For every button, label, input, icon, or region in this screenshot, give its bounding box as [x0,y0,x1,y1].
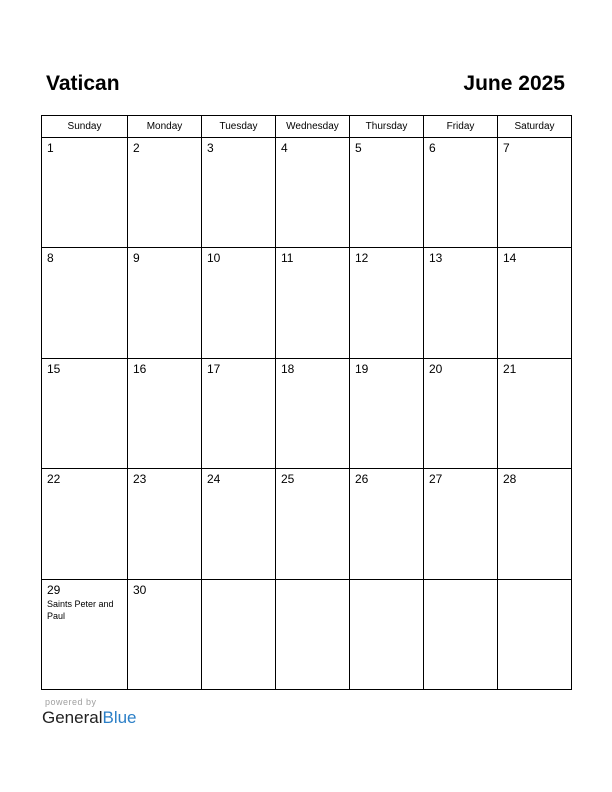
week-row [42,248,572,358]
day-cell-empty [276,579,350,689]
day-cell [498,248,572,358]
day-number: 2 [133,141,140,155]
day-number: 6 [429,141,436,155]
day-number: 5 [355,141,362,155]
day-cell [424,248,498,358]
day-cell-empty [498,579,572,689]
day-cell [128,579,202,689]
day-number: 3 [207,141,214,155]
day-number: 23 [133,472,147,487]
day-cell [424,138,498,248]
day-number: 7 [503,141,510,155]
day-number: 30 [133,582,147,597]
day-cell [128,138,202,248]
day-cell [128,358,202,468]
powered-by-label: powered by [45,697,97,707]
day-cell [276,358,350,468]
weekday-header-row [42,116,572,138]
day-number [350,580,423,583]
day-cell [202,138,276,248]
day-cell [42,579,128,689]
day-cell [498,469,572,579]
weekday-header: Tuesday [202,116,276,138]
day-cell [42,358,128,468]
weekday-header: Thursday [350,116,424,138]
day-number: 15 [47,361,61,376]
day-number: 22 [47,472,61,487]
week-row [42,138,572,248]
day-number: 28 [503,472,517,487]
brand-blue-text: Blue [102,708,137,727]
day-number: 26 [355,472,369,487]
month-year-title: June 2025 [463,72,565,95]
day-number: 29 [47,582,61,597]
day-cell [350,358,424,468]
day-number: 4 [281,141,288,155]
day-number [424,580,497,583]
day-number: 10 [207,251,221,266]
day-cell [42,469,128,579]
day-cell [128,248,202,358]
week-row [42,358,572,468]
weekday-header: Monday [128,116,202,138]
day-cell [42,138,128,248]
country-title: Vatican [46,72,120,95]
day-cell [276,248,350,358]
day-cell-empty [202,579,276,689]
day-cell [350,469,424,579]
day-number: 12 [355,251,369,266]
day-cell [42,248,128,358]
holiday-label: Saints Peter and Paul [47,598,114,621]
weekday-header: Saturday [498,116,572,138]
day-number: 14 [503,251,517,266]
day-number: 16 [133,361,147,376]
brand-general-text: General [42,708,103,727]
week-row [42,579,572,689]
day-cell [424,358,498,468]
weekday-header: Wednesday [276,116,350,138]
day-number: 9 [133,251,140,266]
calendar-grid [41,115,572,690]
day-number: 20 [429,361,443,376]
day-cell-empty [424,579,498,689]
day-cell [498,138,572,248]
day-number: 1 [47,141,54,155]
generalblue-logo[interactable] [42,708,137,728]
day-number [276,580,349,583]
day-number: 11 [281,251,294,266]
day-cell [424,469,498,579]
day-number: 17 [207,361,221,376]
day-number: 27 [429,472,443,487]
day-number: 8 [47,251,54,266]
day-cell [350,248,424,358]
weekday-header: Sunday [42,116,128,138]
weekday-header: Friday [424,116,498,138]
day-number: 19 [355,361,369,376]
day-number [498,580,571,583]
day-number [202,580,275,583]
day-cell [498,358,572,468]
day-number: 13 [429,251,443,266]
day-cell [128,469,202,579]
day-cell [202,469,276,579]
day-cell-empty [350,579,424,689]
day-cell [276,469,350,579]
day-number: 25 [281,472,295,487]
day-cell [202,358,276,468]
day-cell [276,138,350,248]
week-row [42,469,572,579]
day-number: 24 [207,472,221,487]
day-cell [350,138,424,248]
day-number: 18 [281,361,295,376]
day-number: 21 [503,361,517,376]
day-cell [202,248,276,358]
